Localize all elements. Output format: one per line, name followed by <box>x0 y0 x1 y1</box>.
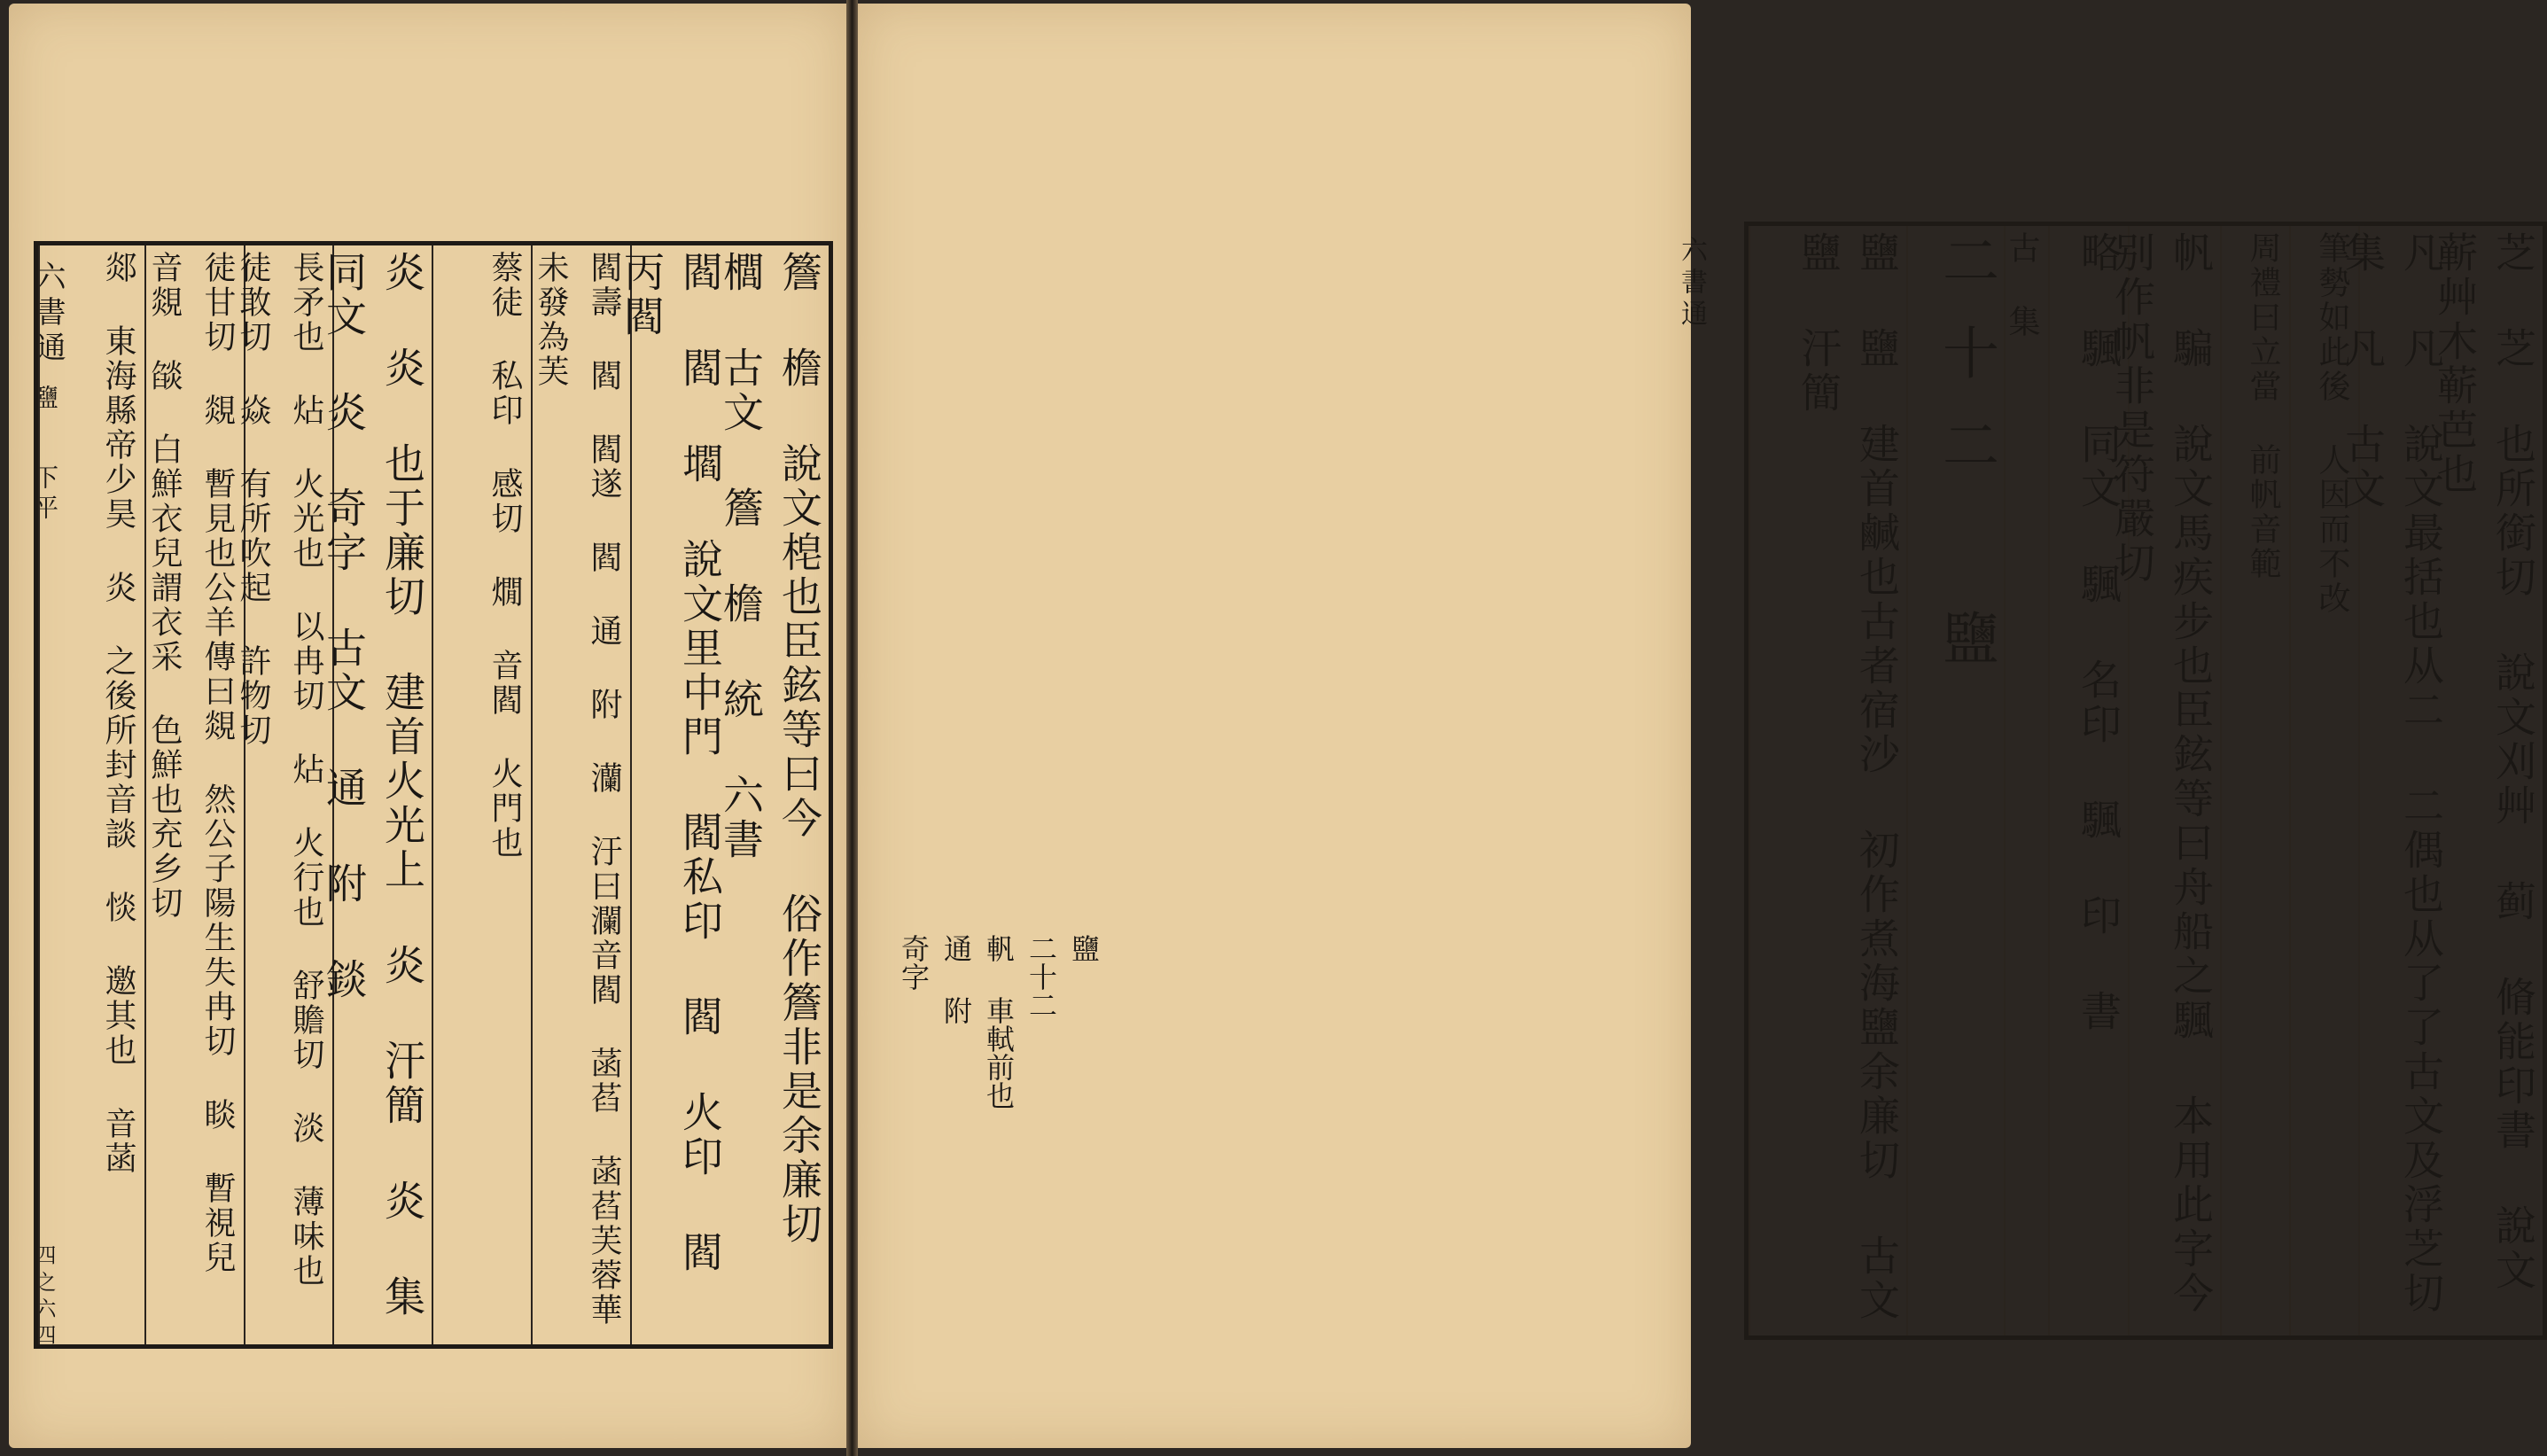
right-misc-label-2: 通 附 <box>939 934 973 1024</box>
left-text-frame <box>34 241 833 1349</box>
right-column-9: 鹽 鹽 建首鹹也古者宿沙 初作煮海鹽余廉切 古文 鹽 汗簡 <box>1749 226 1906 1335</box>
left-column-5: 炎 炎 也于廉切 建首火光上 炎 汗簡 炎 集 同文 炎 奇字 古文 通 附 錟 <box>332 245 432 1344</box>
left-margin-tone: 下平 <box>30 464 59 525</box>
left-column-3: 閻壽 閻 閻遂 閻 通 附 灡 汙曰瀾音閻 菡萏 菡萏芙蓉華未發為芙 <box>531 245 630 1344</box>
right-section-heading: 二十二 鹽 <box>1906 226 2004 1335</box>
right-margin-title: 六書通 <box>1676 236 1707 331</box>
right-column-6: 略 颿 同文 颿 名印 颿 印 書 <box>2048 226 2128 1335</box>
left-column-2: 閻 閻 壛 說文里中門 閻私印 閻 火印 閻 丙閻 <box>630 245 729 1344</box>
left-column-4: 蔡徒 私印 感切 燗 音閻 火門也 <box>432 245 531 1344</box>
right-column-4: 周禮曰立當 前帆音範 <box>2220 226 2289 1335</box>
left-folio: 四之六四 <box>31 1244 56 1351</box>
left-column-1: 簷 檐 說文梍也臣鉉等曰今 俗作簷非是余廉切 櫚 古文 簷 檐 統 六書 <box>717 251 823 1247</box>
right-column-7: 古 集 <box>2004 226 2048 1335</box>
right-column-1: 芝 芝 也所銜切 說文刈艸 蓟 脩能印書 說文蕲艸木蕲芭也 <box>2431 231 2537 1293</box>
right-column-2: 凡 凡 說文最括也从二 二偶也从了了古文及浮芝切 集 凡 古文 <box>2358 226 2450 1335</box>
right-column-3: 筆勢如此後 人因而不改 <box>2289 226 2358 1335</box>
right-column-5: 帆 騙 說文馬疾步也臣鉉等曰舟船之颿 本用此字今别作帆非是符嚴切 <box>2128 226 2220 1335</box>
left-page <box>9 4 846 1448</box>
left-column-7: 徒甘切 覢 暫見也公羊傳曰覢 然公子陽生失冉切 睒 暫視兒 音覢 燄 白鮮衣兒謂衣采 色鮮也充乡切 <box>144 245 244 1344</box>
right-misc-label-3: 軓 車軾前也 <box>982 934 1016 1110</box>
right-section-heading-number: 二十二 <box>1024 934 1058 1019</box>
book-gutter <box>846 0 858 1456</box>
right-misc-label-1: 奇字 <box>897 934 931 991</box>
right-section-heading-rhyme: 鹽 <box>1067 934 1101 962</box>
left-column-8: 郯 東海縣帝少昊 炎 之後所封音談 惔 邀其也 音菡 <box>38 245 144 1344</box>
left-margin-rhyme: 鹽 <box>30 385 59 415</box>
left-margin-title: 六書通 <box>30 261 66 367</box>
left-column-6: 長矛也 炶 火光也 以冉切 炶 火行也 舒贍切 淡 薄味也 徒敢切 焱 有所吹起 許物切 <box>244 245 332 1344</box>
right-page <box>858 4 2537 1448</box>
right-text-frame <box>1744 222 2547 1340</box>
